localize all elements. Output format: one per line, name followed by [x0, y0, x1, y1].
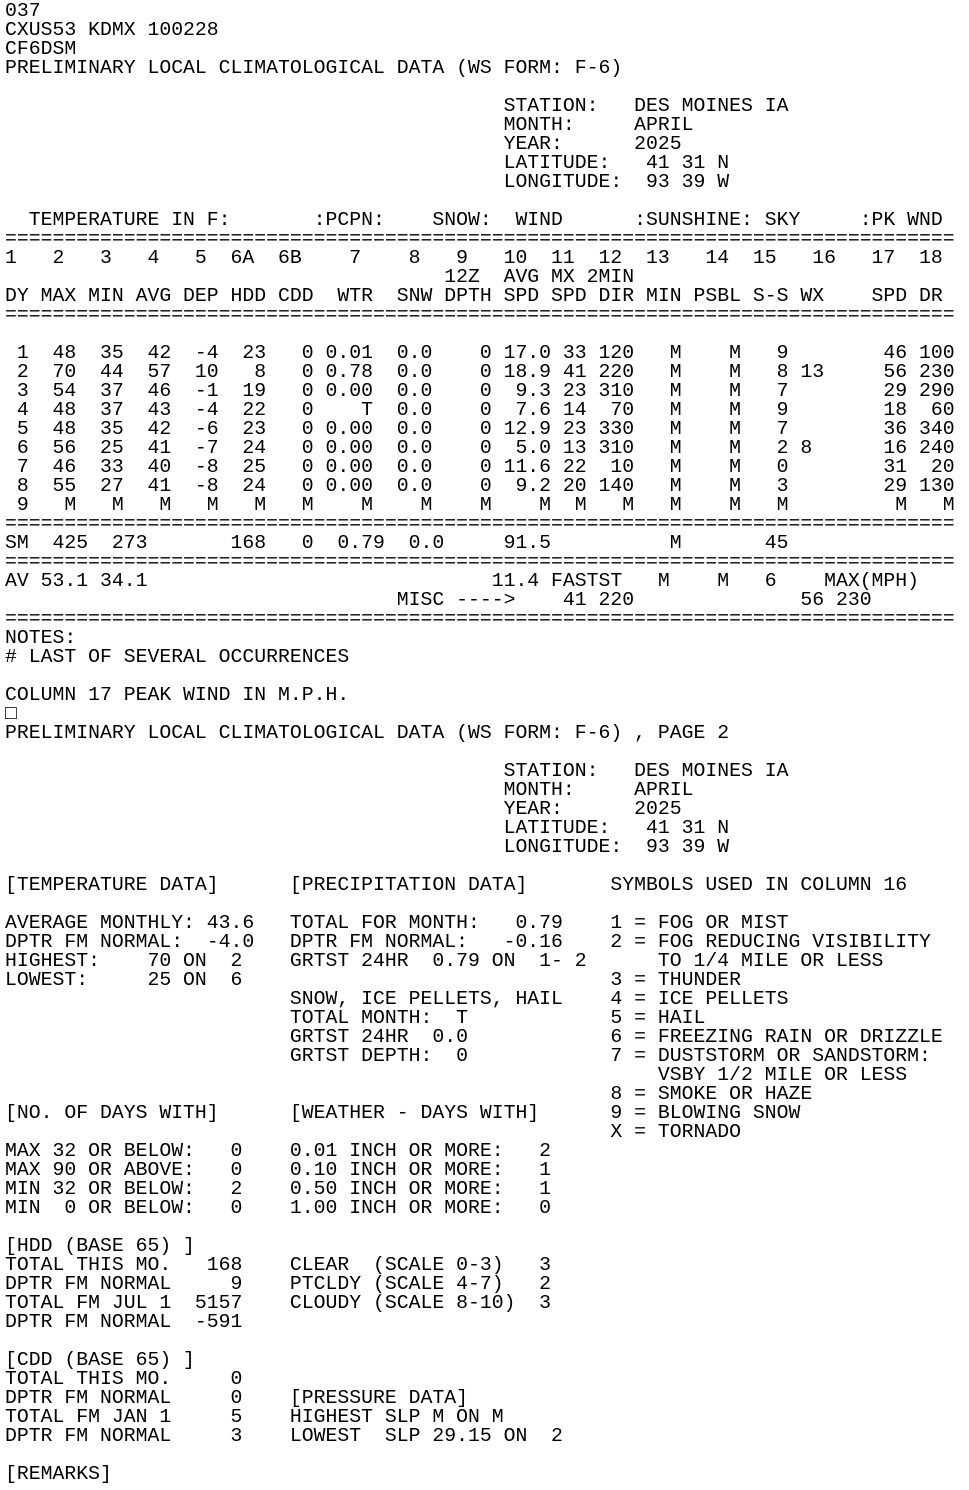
report-line: LATITUDE: 41 31 N	[5, 152, 730, 174]
report-line: TOTAL THIS MO. 0	[5, 1368, 243, 1390]
report-line: TOTAL THIS MO. 168 CLEAR (SCALE 0-3) 3	[5, 1254, 552, 1276]
report-line: STATION: DES MOINES IA	[5, 760, 789, 782]
report-line: 6 56 25 41 -7 24 0 0.00 0.0 0 5.0 13 310 M M 2 8 16 240	[5, 437, 955, 459]
report-line: VSBY 1/2 MILE OR LESS	[5, 1064, 908, 1086]
report-line: ================================================================================	[5, 551, 955, 573]
report-line: 037	[5, 0, 41, 22]
report-line: 2 70 44 57 10 8 0 0.78 0.0 0 18.9 41 220 M M 8 13 56 230	[5, 361, 955, 383]
report-line: [HDD (BASE 65) ]	[5, 1235, 195, 1257]
report-line: GRTST 24HR 0.0 6 = FREEZING RAIN OR DRIZZLE	[5, 1026, 943, 1048]
report-line: 4 48 37 43 -4 22 0 T 0.0 0 7.6 14 70 M M 9 18 60	[5, 399, 955, 421]
report-line: LATITUDE: 41 31 N	[5, 817, 730, 839]
report-line: DPTR FM NORMAL: -4.0 DPTR FM NORMAL: -0.16 2 = FOG REDUCING VISIBILITY	[5, 931, 931, 953]
report-line: DPTR FM NORMAL 3 LOWEST SLP 29.15 ON 2	[5, 1425, 563, 1447]
report-line: 12Z AVG MX 2MIN	[5, 266, 635, 288]
report-line: LONGITUDE: 93 39 W	[5, 836, 730, 858]
report-line: ================================================================================	[5, 304, 955, 326]
report-line: MIN 32 OR BELOW: 2 0.50 INCH OR MORE: 1	[5, 1178, 552, 1200]
report-line: TOTAL FM JAN 1 5 HIGHEST SLP M ON M	[5, 1406, 504, 1428]
report-line: TEMPERATURE IN F: :PCPN: SNOW: WIND :SUNSHINE: SKY :PK WND	[5, 209, 943, 231]
report-line: NOTES:	[5, 627, 77, 649]
report-line: X = TORNADO	[5, 1121, 741, 1143]
report-line: ================================================================================	[5, 228, 955, 250]
report-line: 9 M M M M M M M M M M M M M M M M M	[5, 494, 955, 516]
report-line: 1 2 3 4 5 6A 6B 7 8 9 10 11 12 13 14 15 16 17 18	[5, 247, 943, 269]
report-line: [NO. OF DAYS WITH] [WEATHER - DAYS WITH] 9 = BLOWING SNOW	[5, 1102, 801, 1124]
report-line: MAX 32 OR BELOW: 0 0.01 INCH OR MORE: 2	[5, 1140, 552, 1162]
report-line: LOWEST: 25 ON 6 3 = THUNDER	[5, 969, 741, 991]
report-line: [REMARKS]	[5, 1463, 112, 1485]
report-line: SM 425 273 168 0 0.79 0.0 91.5 M 45	[5, 532, 789, 554]
report-line: MONTH: APRIL	[5, 779, 694, 801]
report-line: PRELIMINARY LOCAL CLIMATOLOGICAL DATA (WS FORM: F-6)	[5, 57, 623, 79]
report-line: COLUMN 17 PEAK WIND IN M.P.H.	[5, 684, 350, 706]
report-line: DY MAX MIN AVG DEP HDD CDD WTR SNW DPTH SPD SPD DIR MIN PSBL S-S WX SPD DR	[5, 285, 943, 307]
report-line: MAX 90 OR ABOVE: 0 0.10 INCH OR MORE: 1	[5, 1159, 552, 1181]
report-line: □	[5, 703, 17, 725]
report-line: 3 54 37 46 -1 19 0 0.00 0.0 0 9.3 23 310 M M 7 29 290	[5, 380, 955, 402]
report-line: SNOW, ICE PELLETS, HAIL 4 = ICE PELLETS	[5, 988, 789, 1010]
report-line: MISC ----> 41 220 56 230	[5, 589, 872, 611]
report-line	[5, 1446, 969, 1465]
report-line: AV 53.1 34.1 11.4 FASTST M M 6 MAX(MPH)	[5, 570, 920, 592]
report-line: AVERAGE MONTHLY: 43.6 TOTAL FOR MONTH: 0.79 1 = FOG OR MIST	[5, 912, 789, 934]
report-line: YEAR: 2025	[5, 133, 682, 155]
report-line: ================================================================================	[5, 513, 955, 535]
report-line: # LAST OF SEVERAL OCCURRENCES	[5, 646, 350, 668]
report-line: YEAR: 2025	[5, 798, 682, 820]
report-line: 1 48 35 42 -4 23 0 0.01 0.0 0 17.0 33 120 M M 9 46 100	[5, 342, 955, 364]
report-line: GRTST DEPTH: 0 7 = DUSTSTORM OR SANDSTORM:	[5, 1045, 931, 1067]
report-line: HIGHEST: 70 ON 2 GRTST 24HR 0.79 ON 1- 2 TO 1/4 MILE OR LESS	[5, 950, 884, 972]
report-line: 7 46 33 40 -8 25 0 0.00 0.0 0 11.6 22 10 M M 0 31 20	[5, 456, 955, 478]
report-line: PRELIMINARY LOCAL CLIMATOLOGICAL DATA (WS FORM: F-6) , PAGE 2	[5, 722, 730, 744]
report-line: MIN 0 OR BELOW: 0 1.00 INCH OR MORE: 0	[5, 1197, 552, 1219]
report-line: TOTAL FM JUL 1 5157 CLOUDY (SCALE 8-10) 3	[5, 1292, 552, 1314]
report-line: CF6DSM	[5, 38, 77, 60]
report-line: MONTH: APRIL	[5, 114, 694, 136]
report-line: 8 55 27 41 -8 24 0 0.00 0.0 0 9.2 20 140 M M 3 29 130	[5, 475, 955, 497]
report-line: 8 = SMOKE OR HAZE	[5, 1083, 813, 1105]
report-line: LONGITUDE: 93 39 W	[5, 171, 730, 193]
report-line: [CDD (BASE 65) ]	[5, 1349, 195, 1371]
report-line: CXUS53 KDMX 100228	[5, 19, 219, 41]
report-line: DPTR FM NORMAL 9 PTCLDY (SCALE 4-7) 2	[5, 1273, 552, 1295]
report-line: TOTAL MONTH: T 5 = HAIL	[5, 1007, 706, 1029]
report-line: DPTR FM NORMAL 0 [PRESSURE DATA]	[5, 1387, 468, 1409]
report-line: [TEMPERATURE DATA] [PRECIPITATION DATA] SYMBOLS USED IN COLUMN 16	[5, 874, 908, 896]
report-line: STATION: DES MOINES IA	[5, 95, 789, 117]
report-line: 5 48 35 42 -6 23 0 0.00 0.0 0 12.9 23 330 M M 7 36 340	[5, 418, 955, 440]
report-line: DPTR FM NORMAL -591	[5, 1311, 243, 1333]
report-line: ================================================================================	[5, 608, 955, 630]
